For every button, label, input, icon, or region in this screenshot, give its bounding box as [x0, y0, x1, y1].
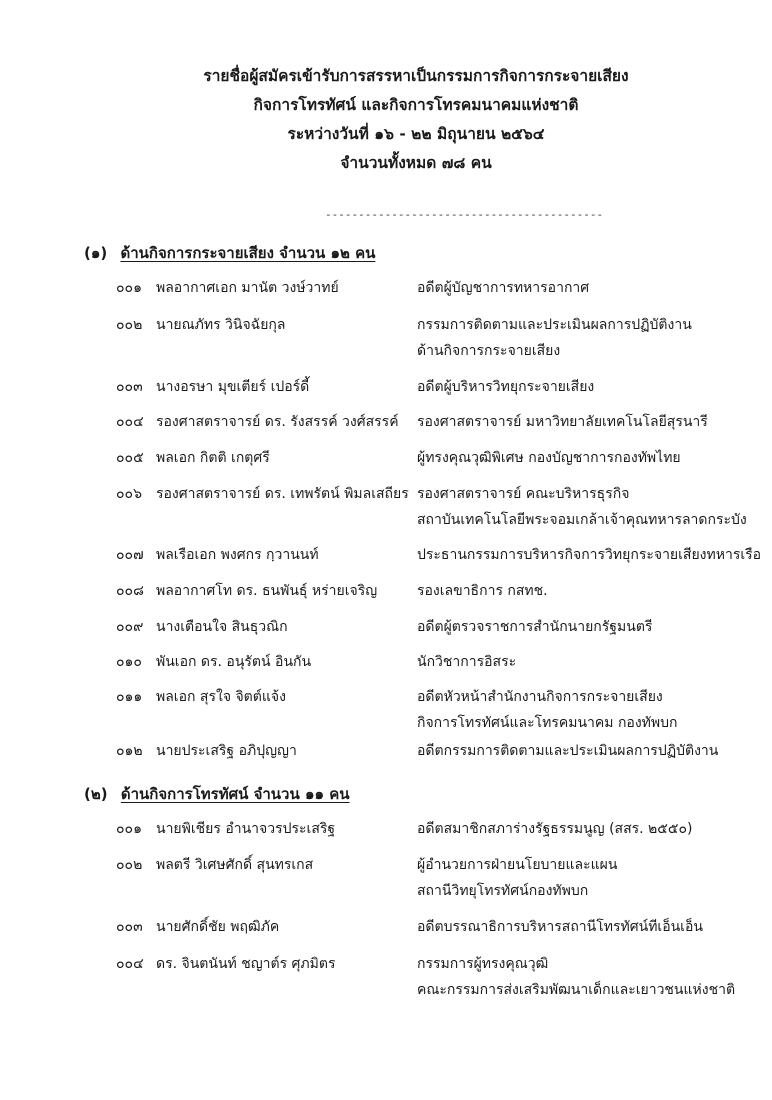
- title-line-2: กิจการโทรทัศน์ และกิจการโทรคมนาคมแห่งชาติ: [253, 96, 579, 114]
- list-item: [116, 409, 756, 435]
- entry-number: ๐๐๓: [116, 919, 143, 935]
- list-item: [116, 275, 756, 301]
- entry-number: ๐๐๙: [116, 619, 144, 635]
- entry-number: ๐๐๑: [116, 821, 142, 837]
- entry-position: [417, 738, 718, 764]
- entry-position: [417, 445, 681, 471]
- position-line-1: นักวิชาการอิสระ: [417, 654, 517, 670]
- section-number: (๒): [84, 785, 108, 803]
- entry-name: พันเอก ดร. อนุรัตน์ อินกัน: [156, 654, 312, 670]
- entry-position: [417, 684, 678, 736]
- list-item: [116, 481, 756, 528]
- list-item: [116, 614, 756, 640]
- entry-name: พลเอก สุรใจ จิตต์แจ้ง: [156, 689, 286, 705]
- section-title: ด้านกิจการกระจายเสียง จำนวน ๑๒ คน: [120, 244, 376, 262]
- entry-name: นายประเสริฐ อภิปุญญา: [156, 743, 297, 759]
- list-item: [116, 542, 762, 568]
- section-heading-2: [84, 784, 350, 804]
- entry-name: รองศาสตราจารย์ ดร. เทพรัตน์ พิมลเสถียร: [156, 486, 409, 502]
- list-item: [116, 914, 756, 940]
- entry-number: ๐๐๑: [116, 280, 142, 296]
- list-item: [116, 852, 756, 899]
- entry-number: ๐๐๕: [116, 450, 144, 466]
- entry-position: [417, 578, 548, 604]
- title-line-1: รายชื่อผู้สมัครเข้ารับการสรรหาเป็นกรรมการกิจการกระจายเสียง: [203, 67, 629, 85]
- position-line-1: ประธานกรรมการบริหารกิจการวิทยุกระจายเสียงทหารเรือ: [417, 547, 762, 563]
- section-number: (๑): [84, 244, 108, 262]
- entry-number: ๐๐๗: [116, 547, 144, 563]
- entry-number: ๐๐๔: [116, 956, 144, 972]
- entry-name: นายศักดิ์ชัย พฤฒิภัค: [156, 919, 280, 935]
- section-heading-1: [84, 243, 375, 263]
- entry-position: [417, 816, 692, 842]
- entry-name: นางเตือนใจ สินธุวณิก: [156, 619, 288, 635]
- position-line-2: ด้านกิจการกระจายเสียง: [417, 343, 561, 359]
- document-title: [0, 62, 772, 178]
- position-line-1: กรรมการผู้ทรงคุณวุฒิ: [417, 956, 549, 972]
- position-line-2: สถานีวิทยุโทรทัศน์กองทัพบก: [417, 883, 589, 899]
- entry-position: [417, 312, 692, 364]
- position-line-1: อดีตหัวหน้าสำนักงานกิจการกระจายเสียง: [417, 689, 663, 705]
- position-line-1: อดีตสมาชิกสภาร่างรัฐธรรมนูญ (สสร. ๒๕๕๐): [417, 821, 693, 837]
- entry-number: ๐๑๑: [116, 689, 143, 705]
- entry-position: [417, 951, 735, 1003]
- list-item: [116, 312, 756, 359]
- entry-name: พลเรือเอก พงศกร กฺวานนท์: [156, 547, 319, 563]
- position-line-1: อดีตผู้ตรวจราชการสำนักนายกรัฐมนตรี: [417, 619, 653, 635]
- entry-number: ๐๐๘: [116, 583, 144, 599]
- entry-name: นางอรษา มุขเตียร์ เปอร์ดี้: [156, 379, 310, 395]
- position-line-1: อดีตผู้บริหารวิทยุกระจายเสียง: [417, 379, 595, 395]
- entry-position: [417, 374, 594, 400]
- position-line-1: กรรมการติดตามและประเมินผลการปฏิบัติงาน: [417, 317, 692, 333]
- entry-number: ๐๐๔: [116, 414, 144, 430]
- list-item: [116, 951, 756, 998]
- position-line-1: อดีตผู้บัญชาการทหารอากาศ: [417, 280, 590, 296]
- position-line-1: อดีตบรรณาธิการบริหารสถานีโทรทัศน์ทีเอ็นเอ็น: [417, 919, 703, 935]
- entry-position: [417, 914, 703, 940]
- position-line-2: คณะกรรมการส่งเสริมพัฒนาเด็กและเยาวชนแห่งชาติ: [417, 982, 736, 998]
- entry-position: [417, 649, 516, 675]
- entry-name: พลเอก กิตติ เกตุศรี: [156, 450, 270, 466]
- list-item: [116, 738, 756, 764]
- position-line-1: อดีตกรรมการติดตามและประเมินผลการปฏิบัติงาน: [417, 743, 719, 759]
- entry-name: พลอากาศโท ดร. ธนพันธุ์ หร่ายเจริญ: [156, 583, 378, 599]
- entry-position: [417, 481, 747, 533]
- entry-number: ๐๑๐: [116, 654, 142, 670]
- entry-position: [417, 409, 708, 435]
- position-line-2: สถาบันเทคโนโลยีพระจอมเกล้าเจ้าคุณทหารลาดกระบัง: [417, 512, 747, 528]
- list-item: [116, 684, 756, 731]
- position-line-1: รองศาสตราจารย์ มหาวิทยาลัยเทคโนโลยีสุรนารี: [417, 414, 708, 430]
- entry-position: [417, 852, 617, 904]
- title-line-3: ระหว่างวันที่ ๑๖ - ๒๒ มิถุนายน ๒๕๖๔: [287, 125, 545, 143]
- title-line-4: จำนวนทั้งหมด ๗๘ คน: [340, 154, 492, 172]
- entry-name: พลตรี วิเศษศักดิ์ สุนทรเกส: [156, 857, 314, 873]
- entry-name: พลอากาศเอก มานัต วงษ์วาทย์: [156, 280, 339, 296]
- list-item: [116, 374, 756, 400]
- position-line-1: รองศาสตราจารย์ คณะบริหารธุรกิจ: [417, 486, 630, 502]
- entry-position: [417, 614, 652, 640]
- entry-number: ๐๐๒: [116, 857, 143, 873]
- separator-line: ------------------------------------------: [325, 208, 604, 221]
- entry-position: [417, 542, 761, 568]
- entry-position: [417, 275, 589, 301]
- entry-number: ๐๐๒: [116, 317, 143, 333]
- list-item: [116, 445, 756, 471]
- list-item: [116, 578, 756, 604]
- entry-number: ๐๐๓: [116, 379, 143, 395]
- position-line-1: ผู้ทรงคุณวุฒิพิเศษ กองบัญชาการกองทัพไทย: [417, 450, 681, 466]
- entry-name: นายพิเชียร อำนาจวรประเสริฐ: [156, 821, 336, 837]
- entry-number: ๐๑๒: [116, 743, 143, 759]
- entry-name: ดร. จินตนันท์ ชญาต์ร ศุภมิตร: [156, 956, 336, 972]
- entry-number: ๐๐๖: [116, 486, 142, 502]
- position-line-1: รองเลขาธิการ กสทช.: [417, 583, 548, 599]
- entry-name: รองศาสตราจารย์ ดร. รังสรรค์ วงศ์สรรค์: [156, 414, 399, 430]
- list-item: [116, 649, 756, 675]
- position-line-1: ผู้อำนวยการฝ่ายนโยบายและแผน: [417, 857, 618, 873]
- list-item: [116, 816, 756, 842]
- position-line-2: กิจการโทรทัศน์และโทรคมนาคม กองทัพบก: [417, 715, 678, 731]
- entry-name: นายณภัทร วินิจฉัยกุล: [156, 317, 286, 333]
- section-title: ด้านกิจการโทรทัศน์ จำนวน ๑๑ คน: [120, 785, 350, 803]
